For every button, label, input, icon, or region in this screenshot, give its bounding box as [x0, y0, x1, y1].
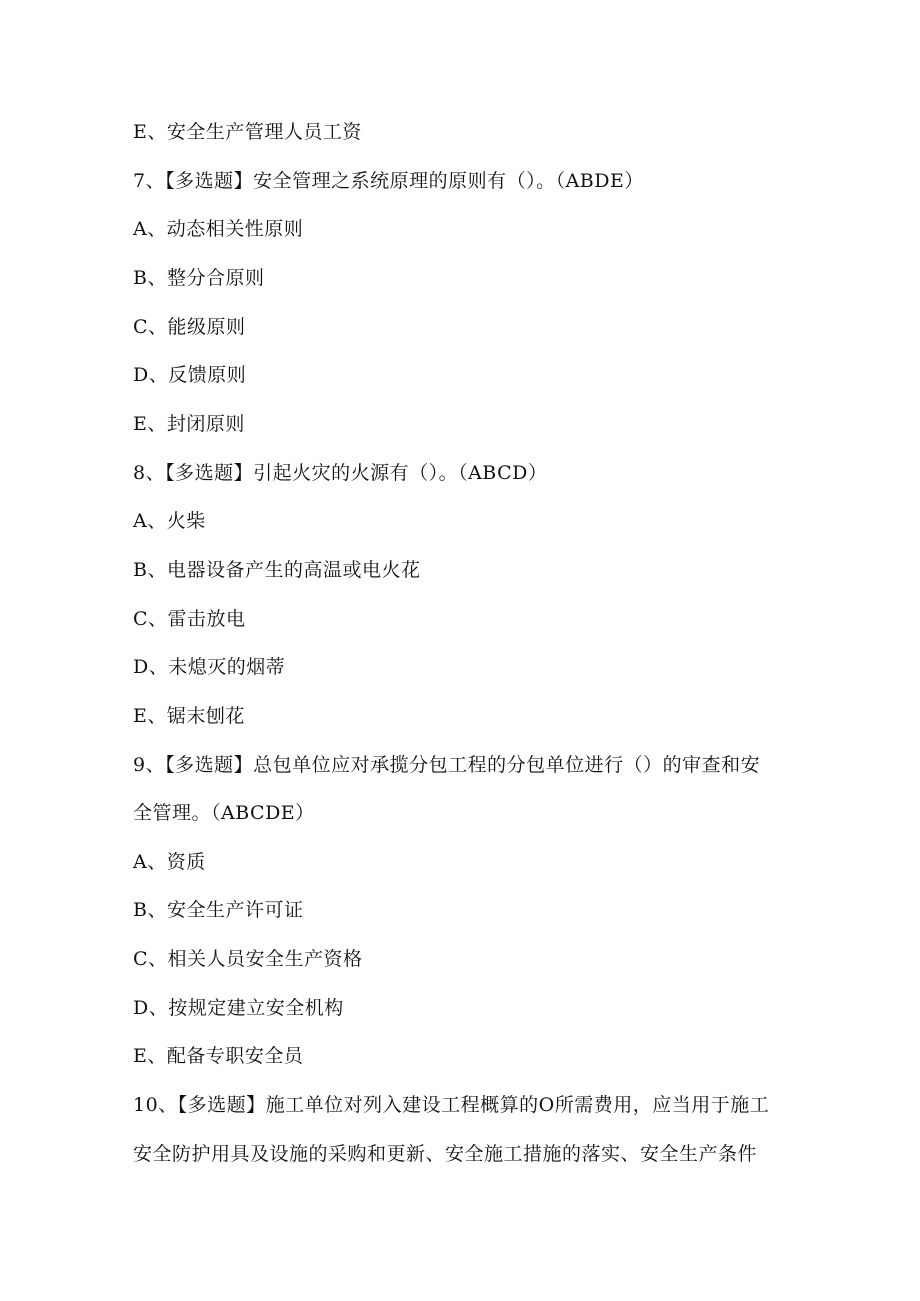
question-10-line-1: 10、【多选题】施工单位对列入建设工程概算的O所需费用，应当用于施工 [133, 1094, 770, 1116]
option-e-q9: E、配备专职安全员 [133, 1045, 304, 1067]
question-10-line-2: 安全防护用具及设施的采购和更新、安全施工措施的落实、安全生产条件 [133, 1143, 758, 1165]
option-b-q7: B、整分合原则 [133, 267, 265, 289]
question-8: 8、【多选题】引起火灾的火源有（）。（ABCD） [133, 462, 548, 484]
option-b-q9: B、安全生产许可证 [133, 899, 304, 921]
option-c-q7: C、能级原则 [133, 316, 246, 338]
option-c-q8: C、雷击放电 [133, 608, 246, 630]
option-c-q9: C、相关人员安全生产资格 [133, 948, 363, 970]
option-e-q6: E、安全生产管理人员工资 [133, 121, 362, 143]
option-e-q7: E、封闭原则 [133, 413, 245, 435]
option-e-q8: E、锯末刨花 [133, 705, 245, 727]
option-a-q9: A、资质 [133, 851, 206, 873]
option-d-q9: D、按规定建立安全机构 [133, 997, 344, 1019]
option-d-q8: D、未熄灭的烟蒂 [133, 656, 286, 678]
question-7: 7、【多选题】安全管理之系统原理的原则有（）。（ABDE） [133, 170, 644, 192]
option-a-q8: A、火柴 [133, 510, 206, 532]
option-a-q7: A、动态相关性原则 [133, 218, 304, 240]
question-9-line-2: 全管理。（ABCDE） [133, 802, 315, 824]
question-9-line-1: 9、【多选题】总包单位应对承揽分包工程的分包单位进行（）的审查和安 [133, 754, 761, 776]
option-b-q8: B、电器设备产生的高温或电火花 [133, 559, 421, 581]
option-d-q7: D、反馈原则 [133, 364, 247, 386]
